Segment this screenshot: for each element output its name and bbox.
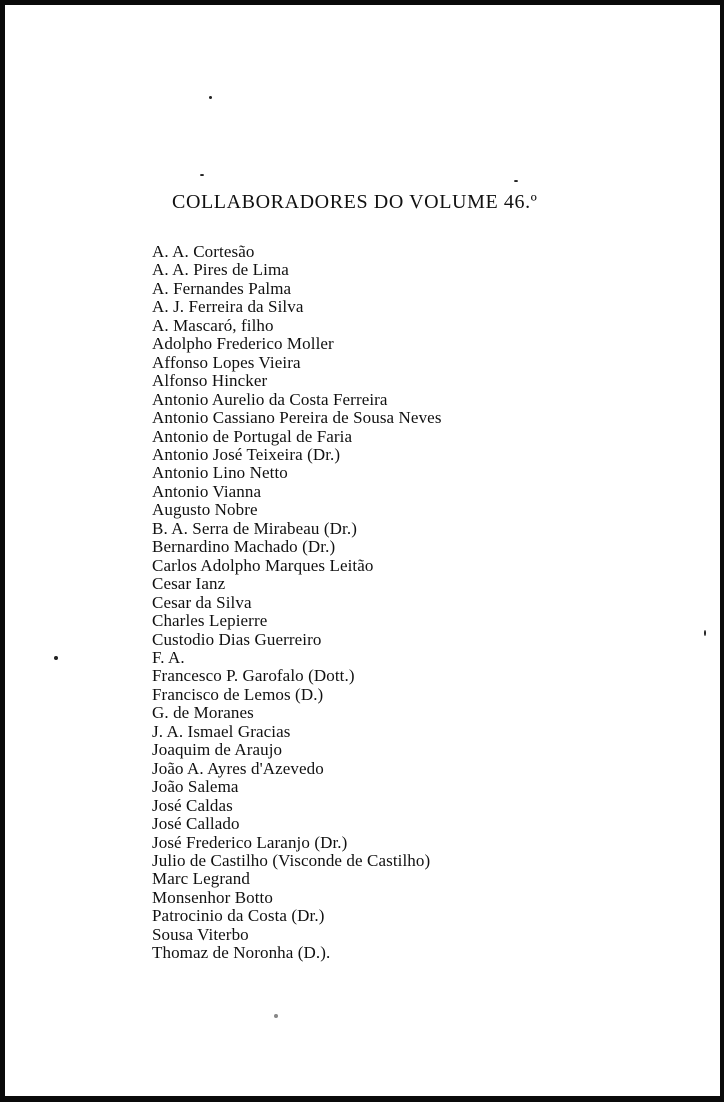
- contributor-name: José Caldas: [152, 795, 233, 815]
- contributor-name: Affonso Lopes Vieira: [152, 352, 301, 372]
- contributor-name: Antonio José Teixeira (Dr.): [152, 444, 341, 464]
- contributor-name: A. Mascaró, filho: [152, 315, 274, 335]
- contributor-name: Cesar Ianz: [152, 574, 226, 594]
- contributor-name: Antonio de Portugal de Faria: [152, 426, 353, 446]
- contributor-name: Charles Lepierre: [152, 611, 268, 631]
- contributor-name: B. A. Serra de Mirabeau (Dr.): [152, 518, 357, 538]
- contributor-name: Antonio Vianna: [152, 481, 262, 501]
- paper-speck: [704, 630, 706, 636]
- contributor-name: Patrocinio da Costa (Dr.): [152, 906, 325, 926]
- contributor-name: Adolpho Frederico Moller: [152, 334, 334, 354]
- contributor-name: Monsenhor Botto: [152, 887, 273, 907]
- contributor-name: A. A. Pires de Lima: [152, 260, 289, 280]
- contributor-name: A. Fernandes Palma: [152, 278, 292, 298]
- contributor-name: Carlos Adolpho Marques Leitão: [152, 555, 374, 575]
- scan-border-top: [0, 0, 724, 5]
- contributor-name: Francesco P. Garofalo (Dott.): [152, 666, 355, 686]
- contributor-name: Antonio Aurelio da Costa Ferreira: [152, 389, 388, 409]
- contributor-name: José Frederico Laranjo (Dr.): [152, 832, 348, 852]
- contributor-name: Julio de Castilho (Visconde de Castilho): [152, 850, 431, 870]
- contributor-name: Thomaz de Noronha (D.).: [152, 943, 331, 963]
- contributor-name: J. A. Ismael Gracias: [152, 721, 291, 741]
- paper-speck: [209, 96, 212, 99]
- contributor-list: [152, 243, 442, 963]
- paper-speck: [200, 174, 204, 176]
- contributor-name: Alfonso Hincker: [152, 371, 268, 391]
- contributor-name: F. A.: [152, 647, 185, 667]
- contributor-name: Antonio Cassiano Pereira de Sousa Neves: [152, 408, 442, 428]
- contributor-name: A. J. Ferreira da Silva: [152, 297, 304, 317]
- paper-speck: [514, 180, 518, 182]
- contributor-name: Francisco de Lemos (D.): [152, 684, 324, 704]
- contributor-name: João A. Ayres d'Azevedo: [152, 758, 324, 778]
- scan-border-right: [720, 0, 724, 1102]
- contributor-name: João Salema: [152, 777, 239, 797]
- page-title: COLLABORADORES DO VOLUME 46.º: [172, 191, 538, 213]
- contributor-name: Antonio Lino Netto: [152, 463, 288, 483]
- contributor-name: Bernardino Machado (Dr.): [152, 537, 336, 557]
- paper-speck: [54, 656, 58, 660]
- scan-border-left: [0, 0, 5, 1102]
- contributor-name: Custodio Dias Guerreiro: [152, 629, 322, 649]
- contributor-name: José Callado: [152, 814, 240, 834]
- contributor-name: Augusto Nobre: [152, 500, 258, 520]
- paper-speck: [274, 1014, 278, 1018]
- contributor-name: Cesar da Silva: [152, 592, 252, 612]
- contributor-name: Sousa Viterbo: [152, 924, 249, 944]
- contributor-name: Marc Legrand: [152, 869, 250, 889]
- scan-border-bottom: [0, 1096, 724, 1102]
- contributor-name: A. A. Cortesão: [152, 242, 255, 261]
- contributor-name: Joaquim de Araujo: [152, 740, 283, 760]
- contributor-name: G. de Moranes: [152, 703, 254, 723]
